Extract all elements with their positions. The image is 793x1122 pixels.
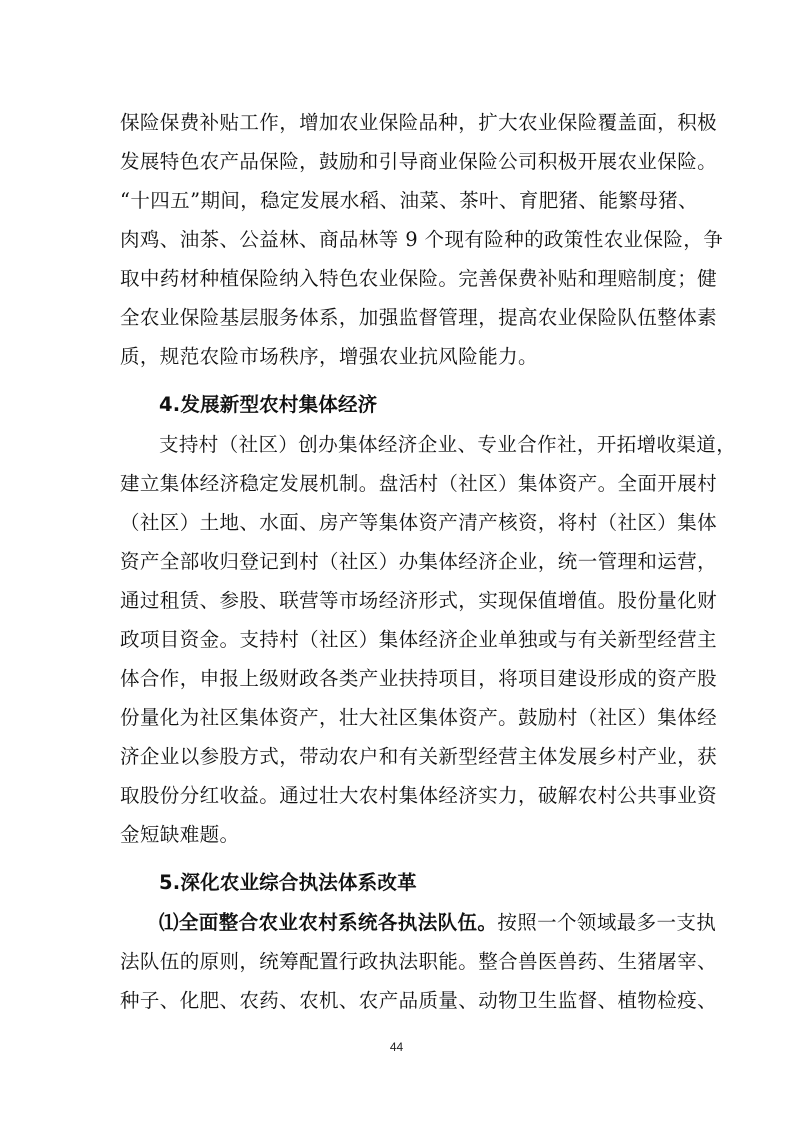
paragraph-line: 取股份分红收益。通过壮大农村集体经济实力，破解农村公共事业资 bbox=[120, 784, 718, 807]
paragraph-lead-bold: ⑴全面整合农业农村系统各执法队伍。 bbox=[159, 911, 498, 934]
paragraph-line: 全农业保险基层服务体系，加强监督管理，提高农业保险队伍整体素 bbox=[120, 306, 718, 329]
paragraph-line: （社区）土地、水面、房产等集体资产清产核资，将村（社区）集体 bbox=[120, 511, 718, 534]
section-heading: 5.深化农业综合执法体系改革 bbox=[159, 871, 417, 894]
paragraph-line: “十四五”期间，稳定发展水稻、油菜、茶叶、育肥猪、能繁母猪、 bbox=[120, 189, 698, 212]
paragraph-line: 份量化为社区集体资产，壮大社区集体资产。鼓励村（社区）集体经 bbox=[120, 706, 718, 729]
paragraph-line: 质，规范农险市场秩序，增强农业抗风险能力。 bbox=[120, 345, 538, 368]
paragraph-line: 政项目资金。支持村（社区）集体经济企业单独或与有关新型经营主 bbox=[120, 628, 718, 651]
paragraph-line: 法队伍的原则，统筹配置行政执法职能。整合兽医兽药、生猪屠宰、 bbox=[120, 950, 718, 973]
paragraph-line: 金短缺难题。 bbox=[120, 823, 240, 846]
paragraph-line: 保险保费补贴工作，增加农业保险品种，扩大农业保险覆盖面，积极 bbox=[120, 111, 718, 134]
paragraph-line: 取中药材种植保险纳入特色农业保险。完善保费补贴和理赔制度；健 bbox=[120, 267, 718, 290]
paragraph-line: 体合作，申报上级财政各类产业扶持项目，将项目建设形成的资产股 bbox=[120, 667, 718, 690]
paragraph-line: 肉鸡、油茶、公益林、商品林等 9 个现有险种的政策性农业保险，争 bbox=[120, 228, 724, 251]
paragraph-line: 资产全部收归登记到村（社区）办集体经济企业，统一管理和运营， bbox=[120, 550, 718, 573]
paragraph-line: 通过租赁、参股、联营等市场经济形式，实现保值增值。股份量化财 bbox=[120, 589, 718, 612]
page-number: 44 bbox=[389, 1040, 404, 1054]
paragraph-line: 发展特色农产品保险，鼓励和引导商业保险公司积极开展农业保险。 bbox=[120, 150, 718, 173]
section-heading: 4.发展新型农村集体经济 bbox=[159, 393, 378, 416]
paragraph-line: 济企业以参股方式，带动农户和有关新型经营主体发展乡村产业，获 bbox=[120, 745, 718, 768]
paragraph-line: 建立集体经济稳定发展机制。盘活村（社区）集体资产。全面开展村 bbox=[120, 472, 718, 495]
paragraph-line: 种子、化肥、农药、农机、农产品质量、动物卫生监督、植物检疫、 bbox=[120, 989, 718, 1012]
paragraph-lead-text: 按照一个领域最多一支执 bbox=[497, 911, 717, 934]
paragraph-line: 支持村（社区）创办集体经济企业、专业合作社，开拓增收渠道， bbox=[159, 433, 737, 456]
paragraph-lead-line bbox=[159, 910, 717, 936]
